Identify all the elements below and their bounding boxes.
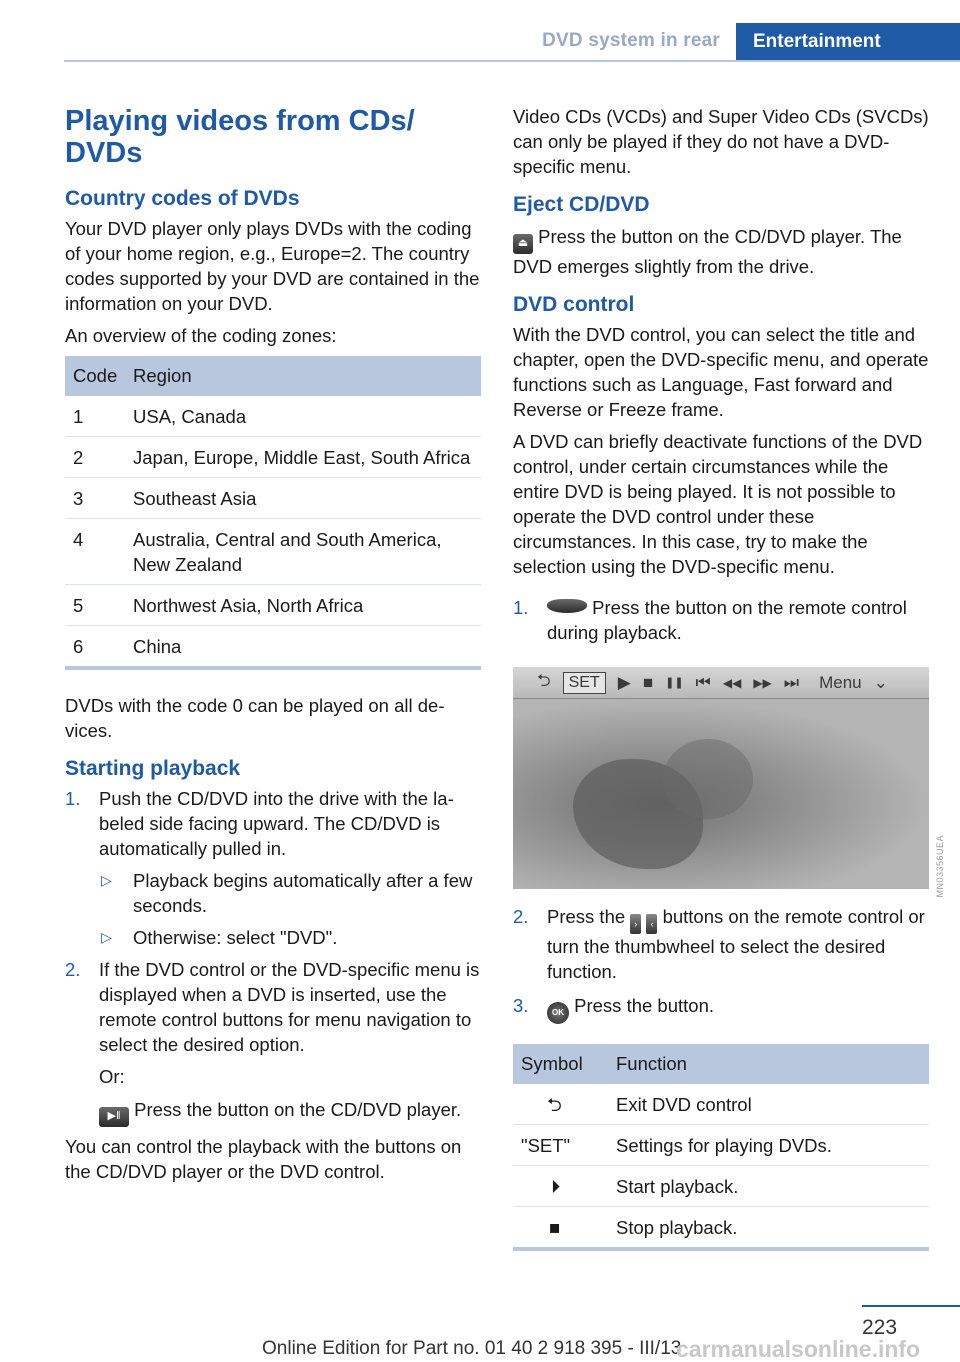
stop-icon: ■: [642, 672, 654, 692]
table-header-region: Region: [126, 356, 481, 396]
eject-button-icon: ⏏: [513, 234, 533, 254]
code-cell: 4: [65, 519, 126, 585]
page-number: 223: [862, 1316, 898, 1339]
chevron-down-icon: ⌄: [873, 672, 888, 692]
country-codes-paragraph: Your DVD player only plays DVDs with the coding of your home region, e.g., Europe=2. The country codes supported by your DVD are contained in the information on your DVD.: [65, 218, 480, 314]
list-number: 2.: [65, 959, 81, 980]
image-code: MN03356UEA: [935, 835, 945, 898]
region-cell: China: [126, 626, 481, 669]
play-pause-text: Press the button on the CD/DVD player.: [134, 1099, 462, 1120]
list-number: 3.: [513, 995, 529, 1016]
header-rule: [64, 60, 960, 62]
table-row: [65, 478, 481, 519]
table-row: [513, 1207, 929, 1250]
bullet-item: [99, 925, 481, 950]
list-item: [65, 957, 481, 1057]
table-row: [513, 1084, 929, 1125]
vcd-paragraph: Video CDs (VCDs) and Super Video CDs (SVCDs) can only be played if they do not have a DVD-specific menu.: [513, 106, 929, 177]
list-number: 1.: [65, 788, 81, 809]
table-row: [65, 396, 481, 437]
fast-forward-icon: ▶▶: [753, 675, 772, 690]
table-row: [65, 626, 481, 669]
dvd-control-heading: DVD control: [513, 293, 635, 316]
function-cell: Stop playback.: [609, 1207, 929, 1250]
rewind-icon: ◀◀: [722, 675, 742, 690]
eject-heading: Eject CD/DVD: [513, 193, 650, 216]
eject-instruction: [513, 224, 929, 279]
code-cell: 5: [65, 585, 126, 626]
rider-helmet-shape: [663, 739, 753, 819]
dvd-control-paragraph-1: With the DVD control, you can select the title and chapter, open the DVD-specific menu, and operate functions such as Language, Fast forward and Reverse or Freeze frame.: [513, 324, 929, 420]
table-header-code: Code: [65, 356, 126, 396]
watermark: carmanualsonline.info: [676, 1336, 921, 1362]
list-text-pre: Press the: [547, 906, 626, 927]
previous-icon: ⏮: [695, 672, 711, 692]
code-cell: 3: [65, 478, 126, 519]
control-paragraph: You can control the playback with the buttons on the CD/DVD player or the DVD control.: [65, 1136, 462, 1182]
header-section-title: DVD system in rear: [542, 30, 720, 51]
triangle-bullet-icon: ▷: [101, 929, 112, 945]
bullet-text: Otherwise: select "DVD".: [133, 927, 338, 948]
coding-zones-table: [65, 356, 481, 670]
arrow-right-button-icon: ›: [630, 914, 641, 934]
list-text: Push the CD/DVD into the drive with the labeled side facing upward. The CD/DVD is automatically pulled in.: [99, 788, 454, 859]
code-cell: 2: [65, 437, 126, 478]
symbol-function-table: [513, 1044, 929, 1251]
set-label: SET: [563, 672, 606, 694]
dvd-control-paragraph-2: A DVD can briefly deactivate functions of the DVD control, under certain circumstances while the entire DVD is being played. It is not possible to operate the DVD control under these circumstances. In this case, try to make the selection using the DVD-specific menu.: [513, 431, 923, 577]
list-text: If the DVD control or the DVD-specific menu is displayed when a DVD is inserted, use the remote control buttons for menu navigation to select the desired option.: [99, 959, 480, 1055]
back-icon: ⮌: [513, 1084, 609, 1125]
code-cell: 6: [65, 626, 126, 669]
play-icon: ▶: [617, 672, 631, 692]
starting-playback-heading: Starting playback: [65, 757, 241, 780]
or-text: Or:: [99, 1066, 125, 1087]
region-cell: Japan, Europe, Middle East, South Africa: [126, 437, 481, 478]
footer-rule: [862, 1305, 960, 1307]
bullet-item: [99, 868, 481, 918]
play-pause-button-icon: ▶‖: [99, 1107, 129, 1127]
overview-paragraph: An overview of the coding zones:: [65, 325, 337, 346]
right-column: [513, 95, 929, 1251]
symbol-cell: "SET": [513, 1125, 609, 1166]
table-header-function: Function: [609, 1044, 929, 1084]
table-row: [65, 585, 481, 626]
code-zero-paragraph: DVDs with the code 0 can be played on all devices.: [65, 695, 445, 741]
list-number: 1.: [513, 597, 529, 618]
table-row: [513, 1166, 929, 1207]
pause-icon: ❚❚: [665, 677, 684, 689]
left-column: [65, 95, 481, 1184]
stop-icon: ■: [513, 1207, 609, 1250]
list-number: 2.: [513, 906, 529, 927]
play-icon: ⏵: [513, 1166, 609, 1207]
bullet-text: Playback begins automatically after a few seconds.: [133, 870, 473, 916]
triangle-bullet-icon: ▷: [101, 872, 112, 888]
list-item: [65, 786, 481, 861]
table-row: [513, 1125, 929, 1166]
region-cell: Southeast Asia: [126, 478, 481, 519]
region-cell: Northwest Asia, North Africa: [126, 585, 481, 626]
region-cell: USA, Canada: [126, 396, 481, 437]
table-row: [65, 519, 481, 585]
list-item: [513, 595, 929, 645]
dvd-control-bar: [513, 667, 929, 699]
play-pause-instruction: [65, 1097, 481, 1127]
country-codes-heading: Country codes of DVDs: [65, 187, 300, 210]
arrow-left-button-icon: ‹: [646, 914, 657, 934]
eject-text: Press the button on the CD/DVD player. The DVD emerges slightly from the drive.: [513, 226, 902, 277]
video-frame: [513, 699, 929, 889]
code-cell: 1: [65, 396, 126, 437]
table-header-symbol: Symbol: [513, 1044, 609, 1084]
list-text: buttons on the remote control or turn the thumbwheel to select the desired function.: [547, 906, 925, 982]
menu-button-icon: [547, 599, 587, 613]
list-text: Press the button on the remote control during playback.: [547, 597, 907, 643]
menu-label: Menu: [819, 672, 862, 692]
edition-text: Online Edition for Part no. 01 40 2 918 395 - III/13: [262, 1338, 682, 1359]
region-cell: Australia, Central and South America, New Zealand: [126, 519, 481, 585]
function-cell: Start playback.: [609, 1166, 929, 1207]
table-row: [65, 437, 481, 478]
page-title: Playing videos from CDs/ DVDs: [65, 105, 415, 169]
list-item: [513, 904, 929, 984]
next-icon: ⏭: [783, 672, 800, 692]
list-item: [513, 993, 929, 1024]
header-chapter-tab: Entertainment: [736, 23, 960, 61]
function-cell: Exit DVD control: [609, 1084, 929, 1125]
back-icon: ⮌: [537, 671, 551, 690]
list-text: Press the button.: [574, 995, 715, 1016]
dvd-control-screenshot: [513, 667, 929, 889]
function-cell: Settings for playing DVDs.: [609, 1125, 929, 1166]
ok-button-icon: OK: [547, 1002, 569, 1024]
